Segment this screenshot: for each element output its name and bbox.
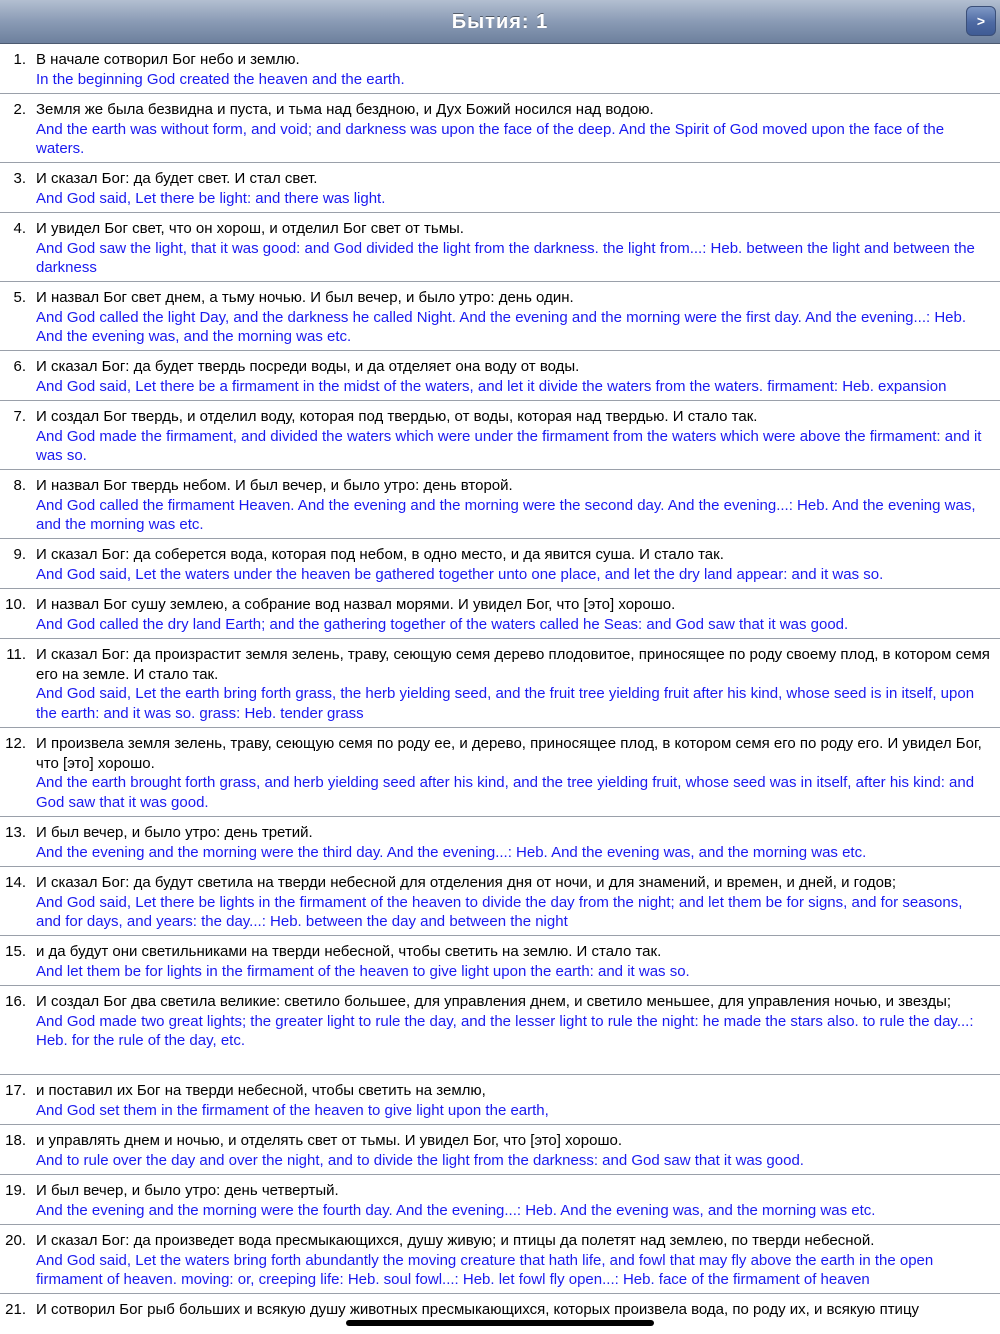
verse-number: 4. [13, 220, 26, 237]
verse-number: 18. [5, 1132, 26, 1149]
verse-number: 1. [13, 51, 26, 68]
verse-text-russian: И сказал Бог: да соберется вода, которая под небом, в одно место, и да явится суша. И стало так. [36, 546, 724, 563]
verse-row[interactable] [0, 351, 1000, 401]
verse-text-russian: И сказал Бог: да будут светила на тверди небесной для отделения дня от ночи, и для знамений, и времен, и дней, и годов; [36, 874, 897, 891]
verse-row[interactable] [0, 282, 1000, 351]
verse-number: 6. [13, 358, 26, 375]
verse-text-russian: И увидел Бог свет, что он хорош, и отделил Бог свет от тьмы. [36, 220, 464, 237]
verse-text-english: And God said, Let there be lights in the firmament of the heaven to divide the day from the night; and let them be for signs, and for seasons, and for days, and years: the day...: Heb. between the day and between the night [36, 893, 963, 931]
verse-number: 19. [5, 1182, 26, 1199]
verse-text-russian: В начале сотворил Бог небо и землю. [36, 51, 300, 68]
verse-row[interactable] [0, 94, 1000, 163]
verse-row[interactable] [0, 539, 1000, 589]
verse-number: 17. [5, 1082, 26, 1099]
verse-text-english: And God said, Let there be light: and there was light. [36, 189, 386, 207]
verse-text-english: And God said, Let the earth bring forth grass, the herb yielding seed, and the fruit tree yielding fruit after his kind, whose seed is in itself, upon the earth: and it was so. grass: Heb. tender grass [36, 685, 975, 723]
verse-text-english: And the earth was without form, and void; and darkness was upon the face of the deep. And the Spirit of God moved upon the face of the waters. [36, 120, 945, 158]
verse-number: 11. [6, 646, 26, 663]
verse-text-russian: И сказал Бог: да произведет вода пресмыкающихся, душу живую; и птицы да полетят над землею, по тверди небесной. [36, 1232, 875, 1249]
verse-text-english: And to rule over the day and over the night, and to divide the light from the darkness: and God saw that it was good. [36, 1151, 804, 1169]
verse-row[interactable] [0, 44, 1000, 94]
verse-text-russian: И сказал Бог: да будет свет. И стал свет. [36, 170, 318, 187]
verse-text-russian: И создал Бог два светила великие: светило большее, для управления днем, и светило меньшее, для управления ночью, и звезды; [36, 993, 952, 1010]
verse-text-english: And God made the firmament, and divided the waters which were under the firmament from the waters which were above the firmament: and it was so. [36, 427, 982, 465]
verse-text-english: And God called the light Day, and the darkness he called Night. And the evening and the morning were the first day. And the evening...: Heb. And the evening was, and the morning was etc. [36, 308, 967, 346]
verse-text-english: And God said, Let the waters under the heaven be gathered together unto one place, and let the dry land appear: and it was so. [36, 565, 884, 583]
verse-text-english: In the beginning God created the heaven and the earth. [36, 70, 405, 88]
verse-text-english: And God saw the light, that it was good: and God divided the light from the darkness. the light from...: Heb. between the light and between the darkness [36, 239, 975, 277]
verse-text-russian: И был вечер, и было утро: день третий. [36, 824, 313, 841]
verse-number: 16. [5, 993, 26, 1010]
verse-row[interactable] [0, 401, 1000, 470]
verse-text-english: And the evening and the morning were the fourth day. And the evening...: Heb. And the evening was, and the morning was etc. [36, 1201, 876, 1219]
verse-number: 7. [13, 408, 26, 425]
verse-number: 21. [5, 1301, 26, 1318]
verse-text-english: And God called the dry land Earth; and the gathering together of the waters called he Seas: and God saw that it was good. [36, 615, 849, 633]
verse-row[interactable] [0, 986, 1000, 1075]
verse-text-english: And the earth brought forth grass, and herb yielding seed after his kind, and the tree yielding fruit, whose seed was in itself, after his kind: and God saw that it was good. [36, 774, 975, 812]
verse-row[interactable] [0, 470, 1000, 539]
verse-text-russian: И назвал Бог твердь небом. И был вечер, и было утро: день второй. [36, 477, 513, 494]
verse-text-english: And God said, Let there be a firmament in the midst of the waters, and let it divide the waters from the waters. firmament: Heb. expansion [36, 377, 947, 395]
verse-row[interactable] [0, 589, 1000, 639]
verse-row[interactable] [0, 163, 1000, 213]
verse-text-english: And God set them in the firmament of the heaven to give light upon the earth, [36, 1101, 549, 1119]
verse-text-russian: и поставил их Бог на тверди небесной, чтобы светить на землю, [36, 1082, 486, 1099]
verse-text-russian: И назвал Бог свет днем, а тьму ночью. И был вечер, и было утро: день один. [36, 289, 574, 306]
verse-text-russian: И сотворил Бог рыб больших и всякую душу животных пресмыкающихся, которых произвела вода, по роду их, и всякую птицу [36, 1301, 920, 1318]
verse-text-english: And God said, Let the waters bring forth abundantly the moving creature that hath life, and fowl that may fly above the earth in the open firmament of heaven. moving: or, creeping life: Heb. soul fowl...: Heb. let fowl fly open...: Heb. face of the firmament of heaven [36, 1251, 934, 1289]
verse-row[interactable] [0, 1225, 1000, 1294]
verse-text-russian: и да будут они светильниками на тверди небесной, чтобы светить на землю. И стало так. [36, 943, 662, 960]
verse-number: 20. [5, 1232, 26, 1249]
next-chapter-button[interactable]: > [966, 6, 996, 36]
verse-number: 2. [13, 101, 26, 118]
verse-list[interactable] [0, 44, 1000, 1334]
verse-number: 9. [13, 546, 26, 563]
verse-text-russian: И произвела земля зелень, траву, сеющую семя по роду ее, и дерево, приносящее плод, в котором семя его по роду его. И увидел Бог, что [это] хорошо. [36, 735, 982, 772]
verse-number: 10. [5, 596, 26, 613]
verse-number: 5. [13, 289, 26, 306]
verse-number: 3. [13, 170, 26, 187]
home-indicator[interactable] [346, 1320, 654, 1326]
verse-row[interactable] [0, 1175, 1000, 1225]
verse-number: 8. [13, 477, 26, 494]
verse-text-russian: И создал Бог твердь, и отделил воду, которая под твердью, от воды, которая над твердью. И стало так. [36, 408, 758, 425]
verse-text-russian: и управлять днем и ночью, и отделять свет от тьмы. И увидел Бог, что [это] хорошо. [36, 1132, 622, 1149]
navigation-bar [0, 0, 1000, 44]
verse-text-english: And the evening and the morning were the third day. And the evening...: Heb. And the evening was, and the morning was etc. [36, 843, 867, 861]
verse-row[interactable] [0, 1075, 1000, 1125]
verse-text-english: And God made two great lights; the greater light to rule the day, and the lesser light to rule the night: he made the stars also. to rule the day...: Heb. for the rule of the day, etc. [36, 1012, 974, 1050]
verse-row[interactable] [0, 1125, 1000, 1175]
verse-number: 15. [5, 943, 26, 960]
verse-number: 14. [5, 874, 26, 891]
verse-text-russian: И назвал Бог сушу землею, а собрание вод назвал морями. И увидел Бог, что [это] хорошо. [36, 596, 676, 613]
verse-text-russian: Земля же была безвидна и пуста, и тьма над бездною, и Дух Божий носился над водою. [36, 101, 654, 118]
verse-row[interactable] [0, 728, 1000, 817]
verse-row[interactable] [0, 639, 1000, 728]
verse-text-english: And let them be for lights in the firmament of the heaven to give light upon the earth: and it was so. [36, 962, 690, 980]
verse-number: 12. [5, 735, 26, 752]
verse-text-english: And God called the firmament Heaven. And the evening and the morning were the second day. And the evening...: Heb. And the evening was, and the morning was etc. [36, 496, 976, 534]
verse-text-russian: И сказал Бог: да произрастит земля зелень, траву, сеющую семя дерево плодовитое, приносящее по роду своему плод, в котором семя его на земле. И стало так. [36, 646, 990, 683]
verse-row[interactable] [0, 867, 1000, 936]
verse-row[interactable] [0, 213, 1000, 282]
verse-text-russian: И был вечер, и было утро: день четвертый. [36, 1182, 339, 1199]
verse-row[interactable] [0, 1294, 1000, 1334]
verse-text-russian: И сказал Бог: да будет твердь посреди воды, и да отделяет она воду от воды. [36, 358, 580, 375]
verse-number: 13. [5, 824, 26, 841]
page-title: Бытия: 1 [451, 11, 549, 33]
verse-row[interactable] [0, 817, 1000, 867]
verse-row[interactable] [0, 936, 1000, 986]
